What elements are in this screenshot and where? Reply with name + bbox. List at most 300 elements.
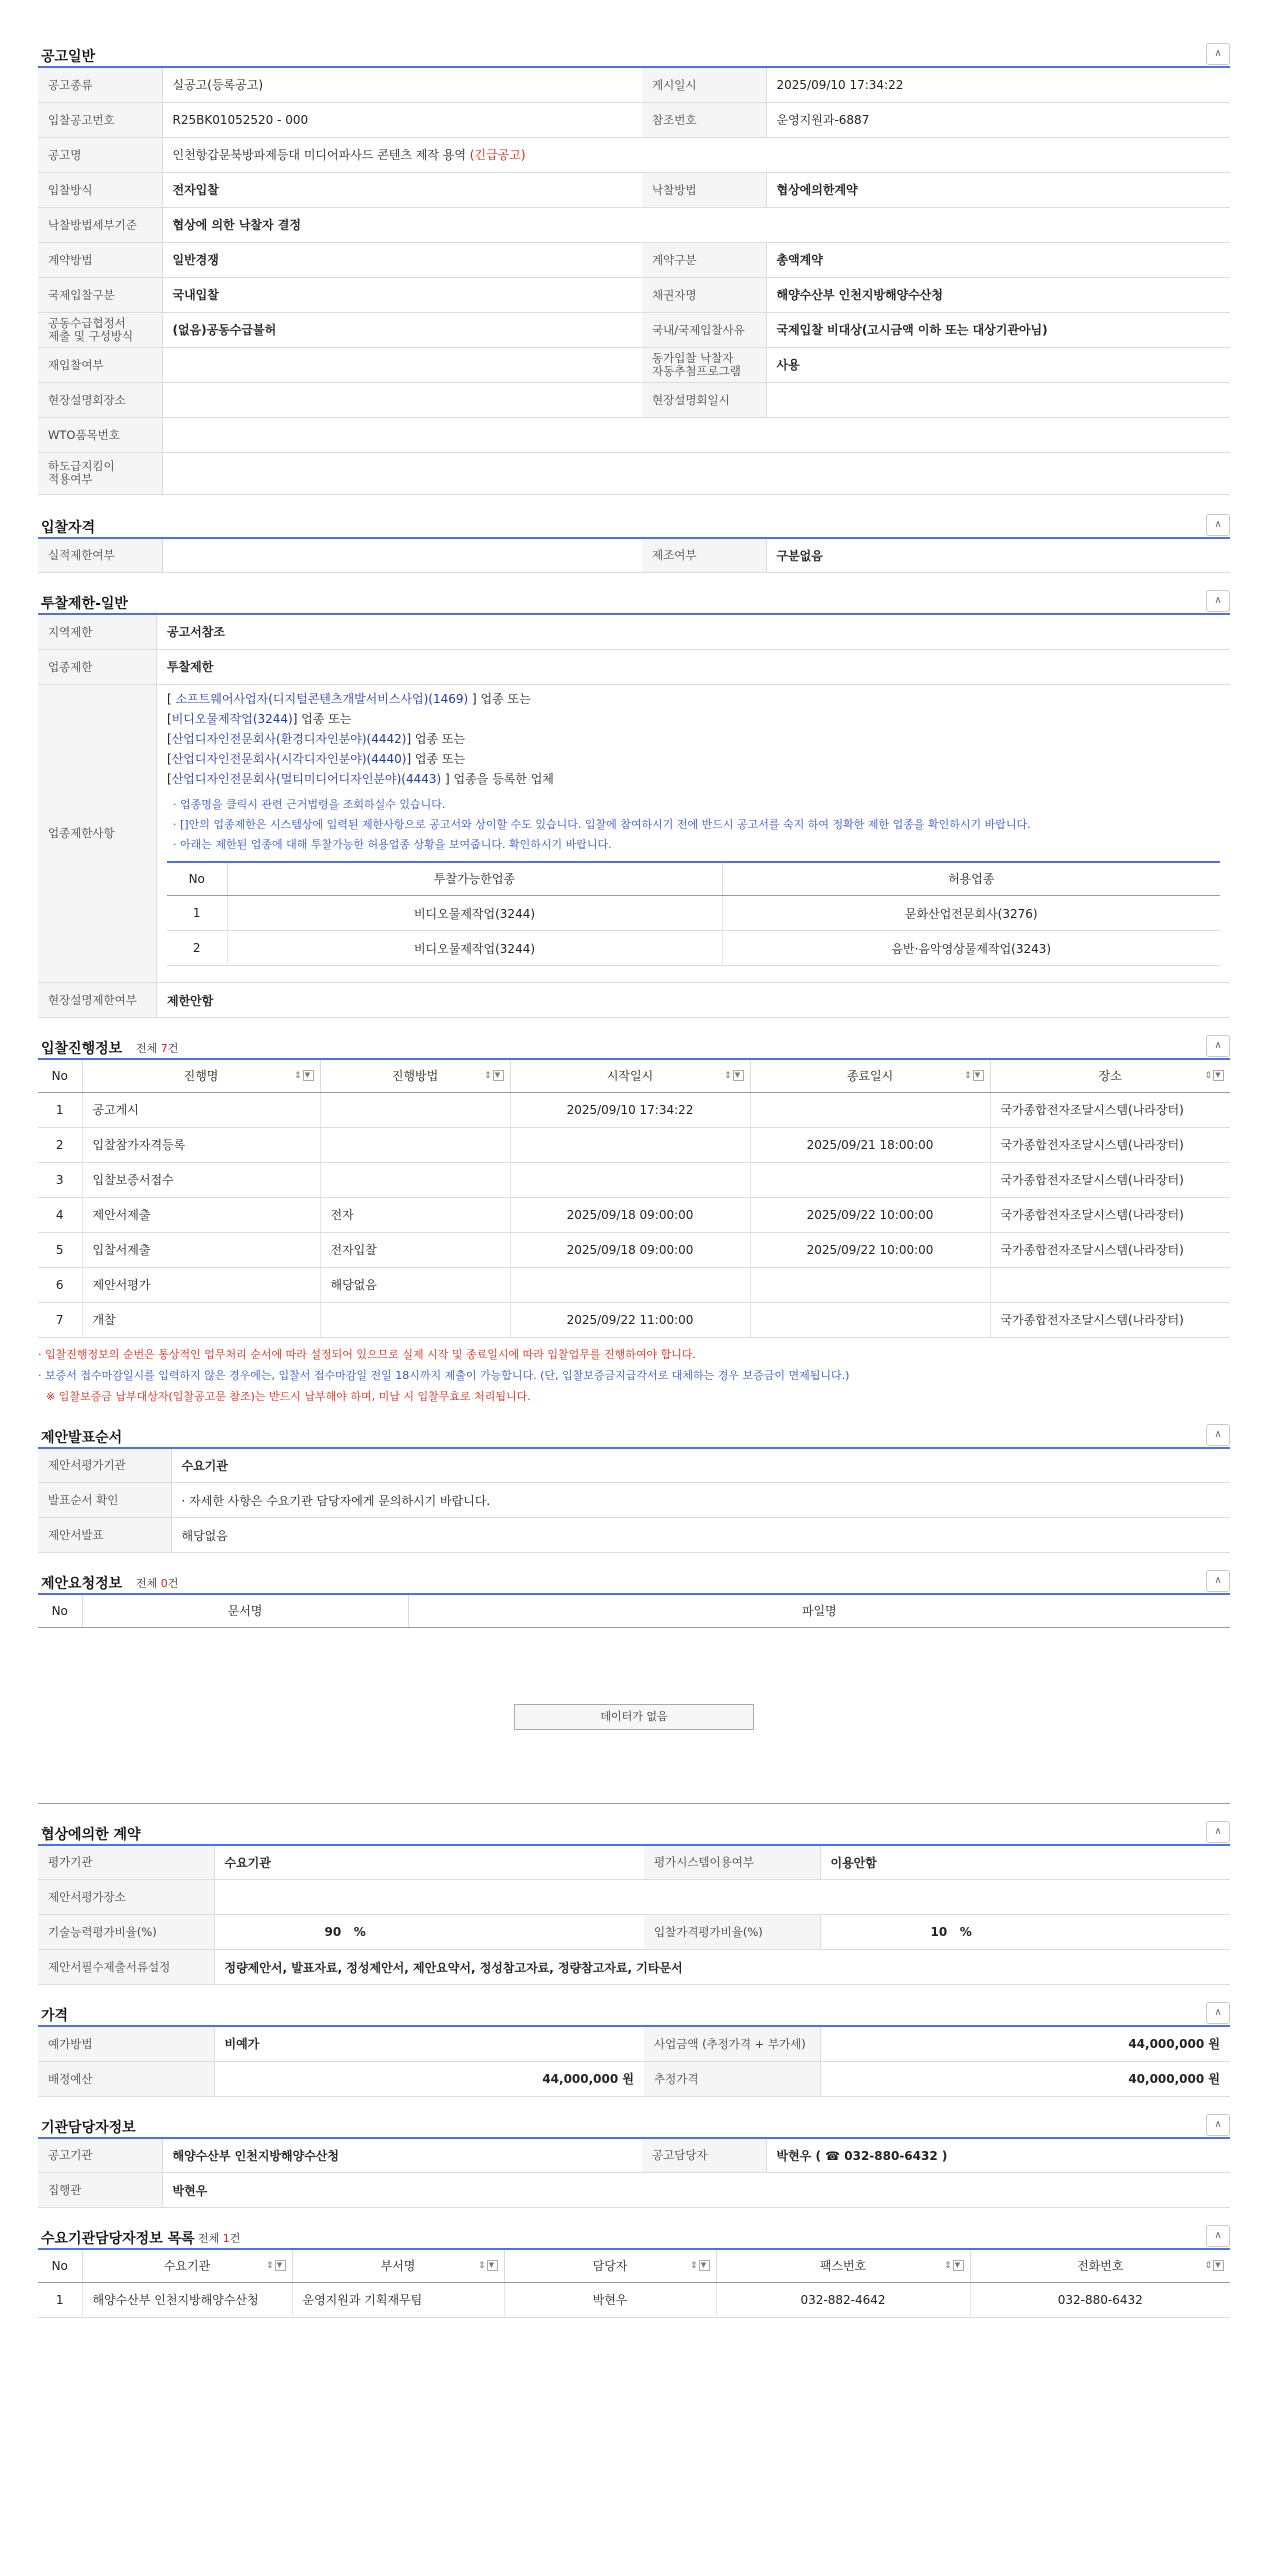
table-cell xyxy=(320,1092,510,1127)
table-cell: 해당없음 xyxy=(320,1267,510,1302)
bracket-text: [ xyxy=(167,731,172,746)
table-cell: 032-882-4642 xyxy=(716,2282,970,2317)
region-label: 지역제한 xyxy=(38,614,157,649)
table-row xyxy=(38,1092,1230,1127)
qualification-section xyxy=(38,511,1230,574)
table-cell: 제안서평가 xyxy=(82,1267,320,1302)
industry-link[interactable]: 산업디자인전문회사(멀티미디어디자인분야)(4443) xyxy=(171,771,442,786)
field-label: 공고종류 xyxy=(38,67,162,102)
site-restriction-label: 현장설명제한여부 xyxy=(38,983,157,1018)
table-row xyxy=(38,2282,1230,2317)
request-table xyxy=(38,1593,1230,1628)
site-restriction-value: 제한안함 xyxy=(157,983,1231,1018)
field-label: 현장설명회일시 xyxy=(642,382,766,417)
price-ratio-label: 입찰가격평가비율(%) xyxy=(644,1915,820,1950)
sort-icon[interactable]: ⇕ ▼ xyxy=(944,2260,964,2271)
table-cell: 2025/09/10 17:34:22 xyxy=(510,1092,750,1127)
column-header[interactable] xyxy=(970,2249,1230,2282)
sort-icon[interactable]: ⇕ ▼ xyxy=(1204,2260,1224,2271)
field-label: 제조여부 xyxy=(642,538,766,573)
notice-manager-value: 박현우 ( ☎ 032-880-6432 ) xyxy=(766,2138,1230,2173)
filter-dropdown-icon[interactable]: ▼ xyxy=(953,2260,964,2271)
eval-system-value: 이용안함 xyxy=(820,1845,1230,1880)
sort-icon[interactable]: ⇕ ▼ xyxy=(724,1070,744,1081)
required-docs-value: 정량제안서, 발표자료, 정성제안서, 제안요약서, 정성참고자료, 정량참고자료, 기타문서 xyxy=(214,1950,1230,1985)
column-header[interactable] xyxy=(320,1059,510,1092)
field-label: 재입찰여부 xyxy=(38,347,162,382)
field-value: 해양수산부 인천지방해양수산청 xyxy=(766,277,1230,312)
column-header[interactable] xyxy=(82,2249,292,2282)
column-header[interactable] xyxy=(510,1059,750,1092)
column-header: No xyxy=(167,862,227,896)
column-header xyxy=(408,1594,1230,1627)
filter-dropdown-icon[interactable]: ▼ xyxy=(275,2260,286,2271)
suffix-text: ] 업종 또는 xyxy=(406,751,466,766)
field-value: 총액계약 xyxy=(766,242,1230,277)
executor-value: 박현우 xyxy=(162,2173,1230,2208)
filter-dropdown-icon[interactable]: ▼ xyxy=(733,1070,744,1081)
business-amount-value: 44,000,000 원 xyxy=(820,2026,1230,2061)
table-cell: 국가종합전자조달시스템(나라장터) xyxy=(990,1232,1230,1267)
industry-detail xyxy=(157,684,1231,983)
general-row xyxy=(38,382,1230,417)
request-section xyxy=(38,1567,1230,1804)
section-title: 수요기관담당자정보 목록 xyxy=(41,2231,195,2247)
sort-icon[interactable]: ⇕ ▼ xyxy=(266,2260,286,2271)
price-ratio-value: 10 % xyxy=(820,1915,1230,1950)
field-value: 협상에의한계약 xyxy=(766,172,1230,207)
note-text: []안의 업종제한은 시스템상에 입력된 제한사항으로 공고서와 상이할 수도 있습니다. 입찰에 참여하시기 전에 반드시 공고서를 숙지 하여 정확한 제한 업종을 확인하시기 바랍니다. xyxy=(180,817,1031,831)
industry-line xyxy=(167,749,1220,769)
filter-dropdown-icon[interactable]: ▼ xyxy=(487,2260,498,2271)
eval-place-label: 제안서평가장소 xyxy=(38,1880,214,1915)
detail-label: 낙찰방법세부기준 xyxy=(38,207,162,242)
notice-name-text: 인천항갑문북방파제등대 미디어파사드 콘텐츠 제작 용역 xyxy=(172,148,470,162)
tech-ratio-value: 90 % xyxy=(214,1915,644,1950)
notice-manager-label: 공고담당자 xyxy=(642,2138,766,2173)
eval-agency-value: 수요기관 xyxy=(214,1845,644,1880)
general-section xyxy=(38,40,1230,495)
restriction-table xyxy=(38,613,1230,1018)
table-cell: 공고게시 xyxy=(82,1092,320,1127)
table-cell: 5 xyxy=(38,1232,82,1267)
table-cell: 2 xyxy=(167,931,227,966)
page xyxy=(0,40,1268,2574)
field-label: 국내/국제입찰사유 xyxy=(642,312,766,347)
header-label: 부서명 xyxy=(380,2259,416,2274)
header-label: 시작일시 xyxy=(606,1069,654,1084)
demand-table xyxy=(38,2248,1230,2318)
header-label: 진행방법 xyxy=(391,1069,439,1084)
field-value: 일반경쟁 xyxy=(162,242,642,277)
table-cell: 2025/09/18 09:00:00 xyxy=(510,1232,750,1267)
progress-section xyxy=(38,1032,1230,1407)
table-cell xyxy=(510,1127,750,1162)
table-cell: 비디오물제작업(3244) xyxy=(227,931,722,966)
industry-note xyxy=(167,835,1220,855)
field-label: 입찰방식 xyxy=(38,172,162,207)
field-value xyxy=(162,382,642,417)
industry-link[interactable]: 비디오물제작업(3244) xyxy=(171,711,293,726)
header-label: 파일명 xyxy=(801,1604,837,1619)
table-cell: 2025/09/22 10:00:00 xyxy=(750,1197,990,1232)
bracket-text: [ xyxy=(167,771,172,786)
industry-line xyxy=(167,769,1220,789)
field-label: 낙찰방법 xyxy=(642,172,766,207)
value-text: 해당없음 xyxy=(181,1528,228,1543)
field-label: 공동수급협정서 제출 및 구성방식 xyxy=(38,312,162,347)
detail-row xyxy=(38,207,1230,242)
field-value xyxy=(766,382,1230,417)
qualification-row xyxy=(38,538,1230,573)
price-table xyxy=(38,2025,1230,2097)
suffix-text: ] 업종 또는 xyxy=(292,711,352,726)
table-cell xyxy=(990,1267,1230,1302)
header-label: No xyxy=(51,2258,68,2273)
region-value: 공고서참조 xyxy=(157,614,1231,649)
column-header[interactable] xyxy=(750,1059,990,1092)
allowed-industry-table xyxy=(167,861,1220,967)
field-value: 국제입찰 비대상(고시금액 이하 또는 대상기관아님) xyxy=(766,312,1230,347)
demand-section xyxy=(38,2222,1230,2318)
general-row xyxy=(38,312,1230,347)
section-title: 공고일반 xyxy=(41,49,96,65)
negotiation-table xyxy=(38,1844,1230,1986)
collapse-icon[interactable]: ∧ xyxy=(1206,1424,1230,1446)
value-text: 자세한 사항은 수요기관 담당자에게 문의하시기 바랍니다. xyxy=(189,1493,491,1508)
field-value: (없음)공동수급불허 xyxy=(162,312,642,347)
table-row xyxy=(38,1232,1230,1267)
general-row xyxy=(38,242,1230,277)
table-cell: 3 xyxy=(38,1162,82,1197)
eval-agency-label: 평가기관 xyxy=(38,1845,214,1880)
table-cell xyxy=(320,1127,510,1162)
industry-link[interactable]: 산업디자인전문회사(환경디자인분야)(4442) xyxy=(171,731,407,746)
table-cell: 2025/09/18 09:00:00 xyxy=(510,1197,750,1232)
agency-section xyxy=(38,2111,1230,2209)
subcon-value xyxy=(162,452,1230,494)
column-header: 허용업종 xyxy=(722,862,1220,896)
section-title: 입찰자격 xyxy=(41,519,96,536)
filter-dropdown-icon[interactable]: ▼ xyxy=(493,1070,504,1081)
table-row xyxy=(38,1127,1230,1162)
collapse-icon[interactable]: ∧ xyxy=(1206,1821,1230,1843)
industry-link[interactable]: 소프트웨어사업자(디지털콘텐츠개발서비스사업)(1469) xyxy=(175,691,469,706)
field-value xyxy=(162,538,642,573)
general-row xyxy=(38,172,1230,207)
presentation-row xyxy=(38,1448,1230,1483)
field-label: 입찰공고번호 xyxy=(38,102,162,137)
field-value: 2025/09/10 17:34:22 xyxy=(766,67,1230,102)
price-section xyxy=(38,1999,1230,2097)
column-header[interactable] xyxy=(990,1059,1230,1092)
field-label: 참조번호 xyxy=(642,102,766,137)
qualification-table xyxy=(38,537,1230,574)
table-cell: 국가종합전자조달시스템(나라장터) xyxy=(990,1302,1230,1337)
table-cell: 국가종합전자조달시스템(나라장터) xyxy=(990,1092,1230,1127)
estimated-price-label: 추정가격 xyxy=(644,2061,820,2096)
table-cell: 비디오물제작업(3244) xyxy=(227,896,722,931)
table-cell xyxy=(510,1162,750,1197)
agency-table xyxy=(38,2137,1230,2209)
general-row xyxy=(38,347,1230,382)
notice-agency-label: 공고기관 xyxy=(38,2138,162,2173)
general-row xyxy=(38,277,1230,312)
section-title: 투찰제한-일반 xyxy=(41,596,128,612)
table-cell: 1 xyxy=(38,1092,82,1127)
section-title: 제안발표순서 xyxy=(41,1429,123,1446)
bullet-icon: · xyxy=(181,1493,190,1508)
header-label: 문서명 xyxy=(227,1604,263,1619)
wto-row xyxy=(38,417,1230,452)
table-cell xyxy=(750,1092,990,1127)
eval-place-value xyxy=(214,1880,1230,1915)
general-table xyxy=(38,66,1230,495)
table-cell: 6 xyxy=(38,1267,82,1302)
table-row xyxy=(38,1302,1230,1337)
field-value: 사용 xyxy=(766,347,1230,382)
total-count: 전체 0건 xyxy=(136,1577,179,1590)
field-label: 현장설명회장소 xyxy=(38,382,162,417)
column-header xyxy=(38,2249,82,2282)
table-cell: 제안서제출 xyxy=(82,1197,320,1232)
collapse-icon[interactable]: ∧ xyxy=(1206,514,1230,536)
table-cell: 4 xyxy=(38,1197,82,1232)
sort-icon[interactable]: ⇕ ▼ xyxy=(690,2260,710,2271)
field-value: R25BK01052520 - 000 xyxy=(162,102,642,137)
required-docs-label: 제안서필수제출서류설정 xyxy=(38,1950,214,1985)
field-value: 국내입찰 xyxy=(162,277,642,312)
table-row xyxy=(38,1197,1230,1232)
bracket-text: [ xyxy=(167,751,172,766)
general-row xyxy=(38,102,1230,137)
collapse-icon[interactable]: ∧ xyxy=(1206,1035,1230,1057)
bracket-text: [ xyxy=(167,711,172,726)
industry-label: 업종제한 xyxy=(38,649,157,684)
wto-value xyxy=(162,417,1230,452)
column-header: 투찰가능한업종 xyxy=(227,862,722,896)
field-label: 동가입찰 낙찰자 자동추첨프로그램 xyxy=(642,347,766,382)
price-method-value: 비예가 xyxy=(214,2026,644,2061)
table-cell: 2 xyxy=(38,1127,82,1162)
field-label: 계약구분 xyxy=(642,242,766,277)
industry-detail-label: 업종제한사항 xyxy=(38,684,157,983)
column-header xyxy=(82,1594,408,1627)
subcon-label: 하도급지킴이 적용여부 xyxy=(38,452,162,494)
sort-icon[interactable]: ⇕ ▼ xyxy=(484,1070,504,1081)
bracket-text: [ xyxy=(167,691,176,706)
table-cell: 전자입찰 xyxy=(320,1232,510,1267)
header-label: 전화번호 xyxy=(1077,2259,1124,2274)
industry-link[interactable]: 산업디자인전문회사(시각디자인분야)(4440) xyxy=(171,751,407,766)
table-row xyxy=(38,1162,1230,1197)
table-cell: 1 xyxy=(167,896,227,931)
general-row xyxy=(38,67,1230,102)
table-cell: 해양수산부 인천지방해양수산청 xyxy=(82,2282,292,2317)
restriction-section xyxy=(38,587,1230,1018)
column-header[interactable] xyxy=(504,2249,716,2282)
no-data-button[interactable]: 데이터가 없음 xyxy=(514,1704,754,1730)
eval-system-label: 평가시스템이용여부 xyxy=(644,1845,820,1880)
price-method-label: 예가방법 xyxy=(38,2026,214,2061)
table-cell: 국가종합전자조달시스템(나라장터) xyxy=(990,1162,1230,1197)
field-label: 계약방법 xyxy=(38,242,162,277)
field-value xyxy=(171,1448,1230,1483)
table-cell: 국가종합전자조달시스템(나라장터) xyxy=(990,1197,1230,1232)
executor-label: 집행관 xyxy=(38,2173,162,2208)
table-cell: 박현우 xyxy=(504,2282,716,2317)
empty-area xyxy=(38,1628,1230,1804)
suffix-text: ] 업종 또는 xyxy=(406,731,466,746)
progress-note-3: ※ 입찰보증금 납부대상자(입찰공고문 참조)는 반드시 납부해야 하며, 미납 시 입찰무효로 처리됩니다. xyxy=(46,1389,531,1403)
filter-dropdown-icon[interactable]: ▼ xyxy=(1213,2260,1224,2271)
column-header[interactable] xyxy=(716,2249,970,2282)
presentation-section xyxy=(38,1421,1230,1554)
sort-icon[interactable]: ⇕ ▼ xyxy=(294,1070,314,1081)
negotiation-section xyxy=(38,1818,1230,1986)
urgent-badge: (긴급공고) xyxy=(469,148,526,162)
field-value xyxy=(162,347,642,382)
table-cell: 전자 xyxy=(320,1197,510,1232)
header-label: 장소 xyxy=(1098,1069,1122,1084)
table-cell xyxy=(320,1162,510,1197)
estimated-price-value: 40,000,000 원 xyxy=(820,2061,1230,2096)
table-cell: 입찰서제출 xyxy=(82,1232,320,1267)
field-value xyxy=(171,1483,1230,1518)
table-cell: 7 xyxy=(38,1302,82,1337)
business-amount-label: 사업금액 (추정가격 + 부가세) xyxy=(644,2026,820,2061)
field-label: 실적제한여부 xyxy=(38,538,162,573)
sort-icon[interactable]: ⇕ ▼ xyxy=(1204,1070,1224,1081)
field-label: 게시일시 xyxy=(642,67,766,102)
section-title: 협상에의한 계약 xyxy=(41,1826,141,1843)
filter-dropdown-icon[interactable]: ▼ xyxy=(699,2260,710,2271)
progress-table xyxy=(38,1058,1230,1338)
budget-value: 44,000,000 원 xyxy=(214,2061,644,2096)
field-label: 제안서발표 xyxy=(38,1518,171,1553)
header-label: 수요기관 xyxy=(163,2259,211,2274)
header-label: No xyxy=(51,1603,68,1618)
table-cell: 국가종합전자조달시스템(나라장터) xyxy=(990,1127,1230,1162)
header-label: 담당자 xyxy=(592,2259,628,2274)
field-value xyxy=(171,1518,1230,1553)
table-cell: 문화산업전문회사(3276) xyxy=(722,896,1220,931)
header-label: 팩스번호 xyxy=(819,2259,867,2274)
column-header[interactable] xyxy=(292,2249,504,2282)
industry-note xyxy=(167,815,1220,835)
section-title: 입찰진행정보 xyxy=(41,1041,123,1057)
section-title: 가격 xyxy=(41,2008,69,2024)
value-text: 수요기관 xyxy=(181,1458,228,1473)
industry-note xyxy=(167,795,1220,815)
table-cell: 개찰 xyxy=(82,1302,320,1337)
table-cell xyxy=(750,1302,990,1337)
total-count: 전체 7건 xyxy=(136,1042,179,1055)
field-value: 실공고(등록공고) xyxy=(162,67,642,102)
table-cell xyxy=(750,1267,990,1302)
field-value: 전자입찰 xyxy=(162,172,642,207)
table-cell: 1 xyxy=(38,2282,82,2317)
column-header xyxy=(38,1594,82,1627)
collapse-icon[interactable]: ∧ xyxy=(1206,2114,1230,2136)
progress-note-1: · 입찰진행정보의 순번은 통상적인 업무처리 순서에 따라 설정되어 있으므로 실제 시작 및 종료일시에 따라 입찰업무를 진행하여야 합니다. xyxy=(38,1347,696,1361)
tech-ratio-label: 기술능력평가비율(%) xyxy=(38,1915,214,1950)
bullet-icon: · xyxy=(173,797,180,811)
table-cell: 입찰참가자격등록 xyxy=(82,1127,320,1162)
table-cell: 2025/09/22 10:00:00 xyxy=(750,1232,990,1267)
suffix-text: ] 업종을 등록한 업체 xyxy=(441,771,554,786)
field-label: 제안서평가기관 xyxy=(38,1448,171,1483)
field-label: 채권자명 xyxy=(642,277,766,312)
table-row xyxy=(38,1267,1230,1302)
suffix-text: ] 업종 또는 xyxy=(468,691,531,706)
notice-name-row xyxy=(38,137,1230,172)
collapse-icon[interactable]: ∧ xyxy=(1206,590,1230,612)
field-label: 발표순서 확인 xyxy=(38,1483,171,1518)
presentation-row xyxy=(38,1483,1230,1518)
header-label: 진행명 xyxy=(183,1069,219,1084)
industry-line xyxy=(167,689,1220,709)
table-cell: 2025/09/22 11:00:00 xyxy=(510,1302,750,1337)
header-label: No xyxy=(51,1068,68,1083)
collapse-icon[interactable]: ∧ xyxy=(1206,43,1230,65)
sort-icon[interactable]: ⇕ ▼ xyxy=(478,2260,498,2271)
table-cell: 2025/09/21 18:00:00 xyxy=(750,1127,990,1162)
notice-agency-value: 해양수산부 인천지방해양수산청 xyxy=(162,2138,642,2173)
total-count: 전체 1건 xyxy=(198,2232,241,2245)
presentation-row xyxy=(38,1518,1230,1553)
presentation-table xyxy=(38,1447,1230,1554)
field-label: 국제입찰구분 xyxy=(38,277,162,312)
subcon-row xyxy=(38,452,1230,494)
bullet-icon: · xyxy=(173,817,180,831)
table-cell: 입찰보증서접수 xyxy=(82,1162,320,1197)
collapse-icon[interactable]: ∧ xyxy=(1206,2002,1230,2024)
progress-note-2: · 보증서 접수마감일시를 입력하지 않은 경우에는, 입찰서 접수마감일 전일 18시까지 제출이 가능합니다. (단, 입찰보증금지급각서로 대체하는 경우 보증금이 면제됩니다.) xyxy=(38,1368,850,1382)
table-cell xyxy=(750,1162,990,1197)
table-cell: 음반·음악영상물제작업(3243) xyxy=(722,931,1220,966)
wto-label: WTO품목번호 xyxy=(38,417,162,452)
field-value: 운영지원과-6887 xyxy=(766,102,1230,137)
sort-icon[interactable]: ⇕ ▼ xyxy=(964,1070,984,1081)
notice-name-label: 공고명 xyxy=(38,137,162,172)
filter-dropdown-icon[interactable]: ▼ xyxy=(303,1070,314,1081)
column-header[interactable] xyxy=(82,1059,320,1092)
section-title: 기관담당자정보 xyxy=(41,2119,136,2136)
filter-dropdown-icon[interactable]: ▼ xyxy=(973,1070,984,1081)
header-label: 종료일시 xyxy=(846,1069,894,1084)
budget-label: 배정예산 xyxy=(38,2061,214,2096)
table-row xyxy=(167,931,1220,966)
note-text: 아래는 제한된 업종에 대해 투찰가능한 허용업종 상황을 보여줍니다. 확인하시기 바랍니다. xyxy=(180,837,612,851)
detail-value: 협상에 의한 낙찰자 결정 xyxy=(162,207,1230,242)
column-header xyxy=(38,1059,82,1092)
notice-name-value xyxy=(162,137,1230,172)
filter-dropdown-icon[interactable]: ▼ xyxy=(1213,1070,1224,1081)
note-text: 업종명을 클릭시 관련 근거법령을 조회하실수 있습니다. xyxy=(180,797,446,811)
industry-line xyxy=(167,729,1220,749)
table-cell: 운영지원과 기획재무팀 xyxy=(292,2282,504,2317)
table-row xyxy=(167,896,1220,931)
industry-value: 투찰제한 xyxy=(157,649,1231,684)
collapse-icon[interactable]: ∧ xyxy=(1206,2225,1230,2247)
section-title: 제안요청정보 xyxy=(41,1576,123,1592)
collapse-icon[interactable]: ∧ xyxy=(1206,1570,1230,1592)
table-cell xyxy=(510,1267,750,1302)
table-cell xyxy=(320,1302,510,1337)
field-value: 구분없음 xyxy=(766,538,1230,573)
bullet-icon: · xyxy=(173,837,180,851)
